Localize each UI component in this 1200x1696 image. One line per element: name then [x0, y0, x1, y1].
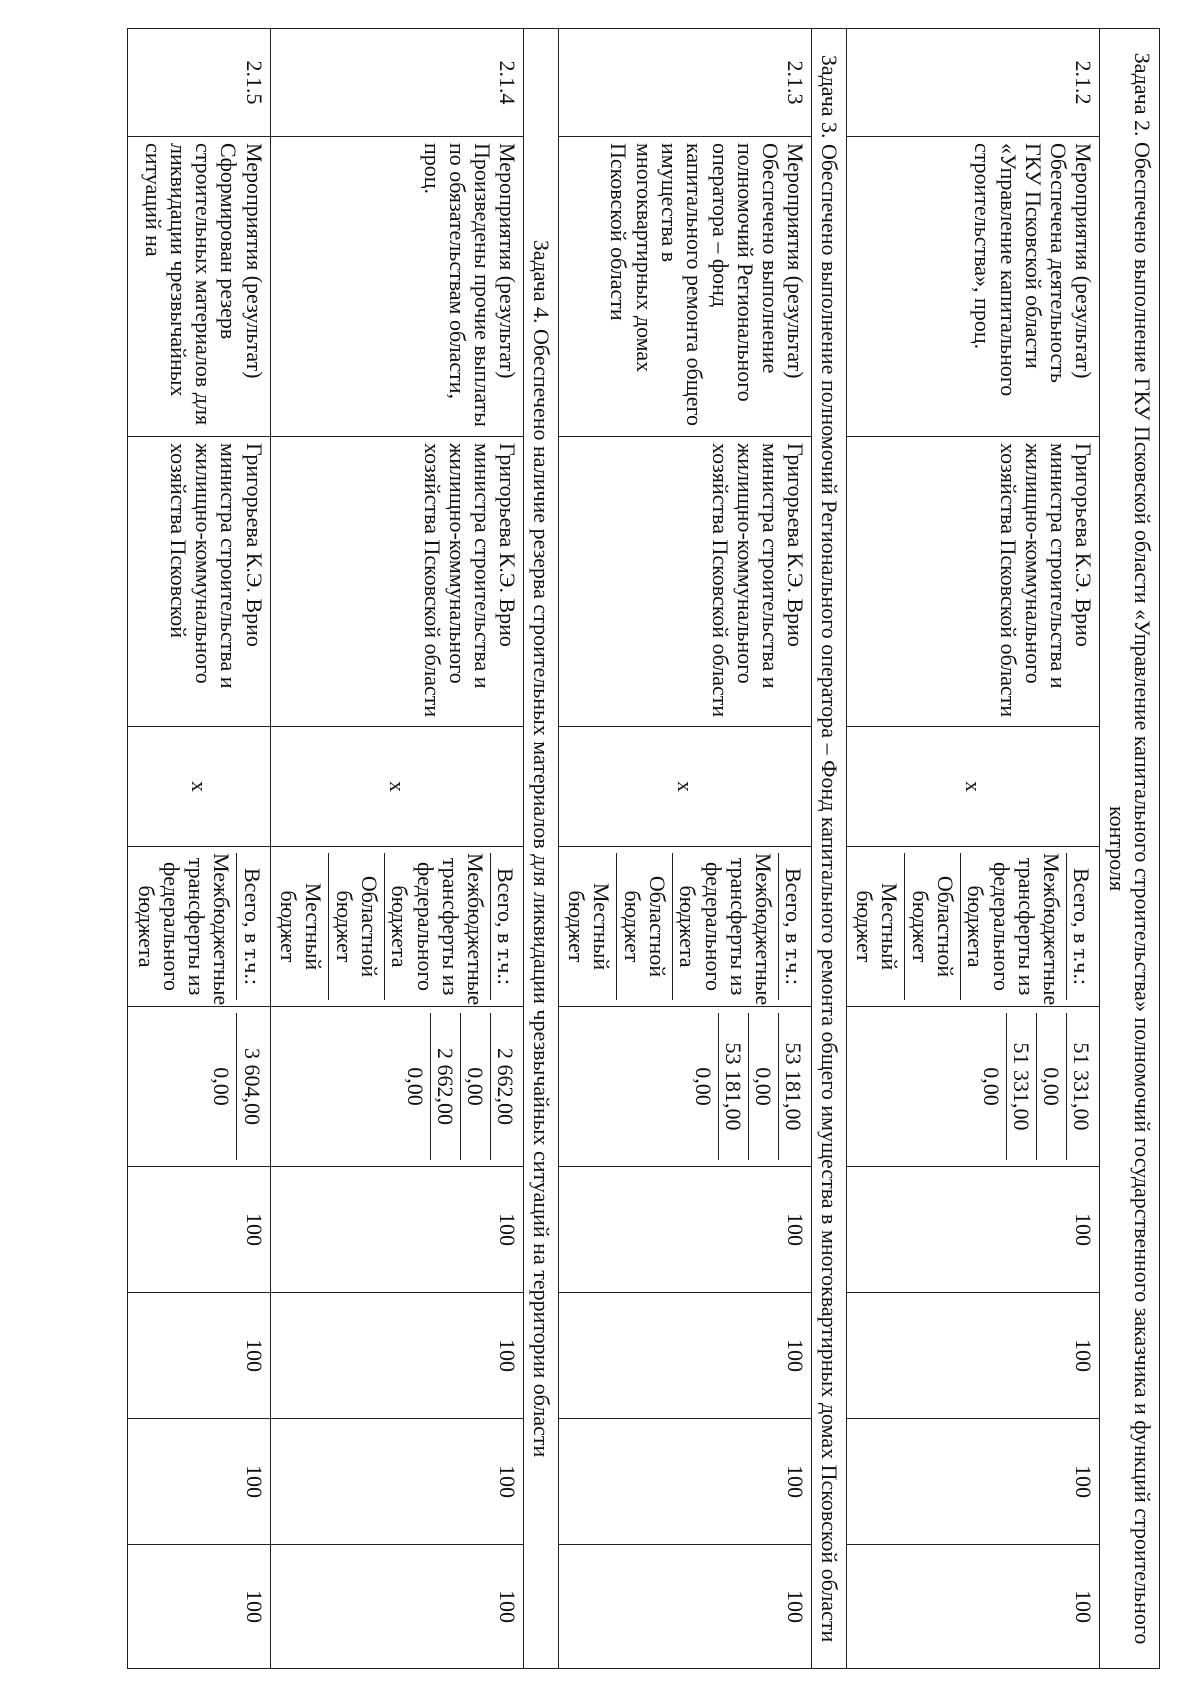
- percent-cell: 100: [846, 1545, 1100, 1669]
- funding-amount: 0,00: [690, 1067, 716, 1106]
- funding-amount: 0,00: [978, 1067, 1004, 1106]
- funding-amounts-cell: [270, 1007, 524, 1167]
- task-heading: Задача 3. Обеспечено выполнение полномочий Регионального оператора – Фонд капитального ремонта общего имущества в многоквартирных домах Псковской области: [812, 29, 846, 1669]
- funding-source: Местный бюджет: [564, 882, 615, 971]
- funding-amount: 0,00: [402, 1067, 428, 1106]
- funding-amount: 2 662,00: [490, 1013, 520, 1160]
- funding-source: Межбюджетные трансферты из федерального бюджета: [672, 853, 778, 1000]
- percent-cell: 100: [270, 1545, 524, 1669]
- program-table: [127, 28, 1160, 1669]
- funding-amount: 51 331,00: [1066, 1013, 1096, 1160]
- percent-cell: 100: [846, 1419, 1100, 1545]
- funding-source: Областной бюджет: [616, 853, 672, 1000]
- funding-amounts-cell: [128, 1007, 270, 1167]
- task-row: [524, 29, 558, 1669]
- funding-amount: 0,00: [209, 1067, 235, 1106]
- funding-source: Местный бюджет: [852, 882, 903, 971]
- measure-cell: Мероприятия (результат) Сформирован резерв строительных материалов для ликвидации чрезвычайных ситуаций на: [128, 137, 270, 437]
- funding-source: Межбюджетные трансферты из федерального бюджета: [384, 853, 490, 1000]
- row-number: 2.1.4: [270, 29, 524, 137]
- row-number: 2.1.5: [128, 29, 270, 137]
- funding-amounts-cell: [558, 1007, 812, 1167]
- table-body: [128, 29, 1160, 1669]
- funding-source: Всего, в т.ч.:: [778, 853, 808, 1000]
- funding-source: Межбюджетные трансферты из федерального бюджета: [960, 853, 1066, 1000]
- x-cell: x: [558, 727, 812, 847]
- row-number: 2.1.2: [846, 29, 1100, 137]
- task-heading: Задача 4. Обеспечено наличие резерва строительных материалов для ликвидации чрезвычайных ситуаций на территории области: [524, 29, 558, 1669]
- funding-amounts-cell: [846, 1007, 1100, 1167]
- table-row: [558, 29, 812, 1669]
- funding-source: Областной бюджет: [904, 853, 960, 1000]
- x-cell: x: [846, 727, 1100, 847]
- responsible-cell: Григорьева К.Э. Врио министра строительства и жилищно-коммунального хозяйства Псковской области: [846, 437, 1100, 727]
- funding-amount: 0,00: [460, 1013, 490, 1160]
- measure-cell: Мероприятия (результат) Обеспечено выполнение полномочий Регионального оператора – фонд капитального ремонта общего имущества в многоквартирных домах Псковской области: [558, 137, 812, 437]
- task-row: [812, 29, 846, 1669]
- responsible-cell: Григорьева К.Э. Врио министра строительства и жилищно-коммунального хозяйства Псковской: [128, 437, 270, 727]
- x-cell: x: [270, 727, 524, 847]
- funding-amount: 53 181,00: [778, 1013, 808, 1160]
- percent-cell: 100: [128, 1419, 270, 1545]
- funding-source: Всего, в т.ч.:: [1066, 853, 1096, 1000]
- funding-amount: 51 331,00: [1006, 1013, 1036, 1160]
- percent-cell: 100: [846, 1293, 1100, 1419]
- table-row: [270, 29, 524, 1669]
- percent-cell: 100: [128, 1167, 270, 1293]
- x-cell: x: [128, 727, 270, 847]
- funding-sources-cell: [270, 847, 524, 1007]
- funding-amount: 53 181,00: [718, 1013, 748, 1160]
- percent-cell: 100: [558, 1545, 812, 1669]
- percent-cell: 100: [270, 1167, 524, 1293]
- percent-cell: 100: [128, 1293, 270, 1419]
- percent-cell: 100: [558, 1293, 812, 1419]
- task-heading: Задача 2. Обеспечено выполнение ГКУ Псковской области «Управление капитального строительства» полномочий государственного заказчика и функций строительного контроля: [1100, 29, 1160, 1669]
- percent-cell: 100: [128, 1545, 270, 1669]
- funding-amount: 3 604,00: [237, 1013, 267, 1160]
- row-number: 2.1.3: [558, 29, 812, 137]
- percent-cell: 100: [846, 1167, 1100, 1293]
- table-row: [846, 29, 1100, 1669]
- table-row: [128, 29, 270, 1669]
- funding-source: Областной бюджет: [328, 853, 384, 1000]
- measure-cell: Мероприятия (результат) Обеспечена деятельность ГКУ Псковской области «Управление капитального строительства», проц.: [846, 137, 1100, 437]
- funding-amount: 2 662,00: [430, 1013, 460, 1160]
- funding-source: Местный бюджет: [276, 882, 327, 971]
- task-row: [1100, 29, 1160, 1669]
- funding-sources-cell: [128, 847, 270, 1007]
- funding-amount: 0,00: [1036, 1013, 1066, 1160]
- percent-cell: 100: [558, 1419, 812, 1545]
- measure-cell: Мероприятия (результат) Произведены прочие выплаты по обязательствам области, проц.: [270, 137, 524, 437]
- funding-amount: 0,00: [748, 1013, 778, 1160]
- responsible-cell: Григорьева К.Э. Врио министра строительства и жилищно-коммунального хозяйства Псковской области: [270, 437, 524, 727]
- funding-source: Межбюджетные трансферты из федерального бюджета: [133, 853, 235, 1006]
- rotated-page: [40, 28, 1160, 1668]
- percent-cell: 100: [270, 1419, 524, 1545]
- funding-sources-cell: [846, 847, 1100, 1007]
- percent-cell: 100: [270, 1293, 524, 1419]
- responsible-cell: Григорьева К.Э. Врио министра строительства и жилищно-коммунального хозяйства Псковской области: [558, 437, 812, 727]
- funding-sources-cell: [558, 847, 812, 1007]
- funding-source: Всего, в т.ч.:: [237, 853, 267, 1000]
- percent-cell: 100: [558, 1167, 812, 1293]
- funding-source: Всего, в т.ч.:: [490, 853, 520, 1000]
